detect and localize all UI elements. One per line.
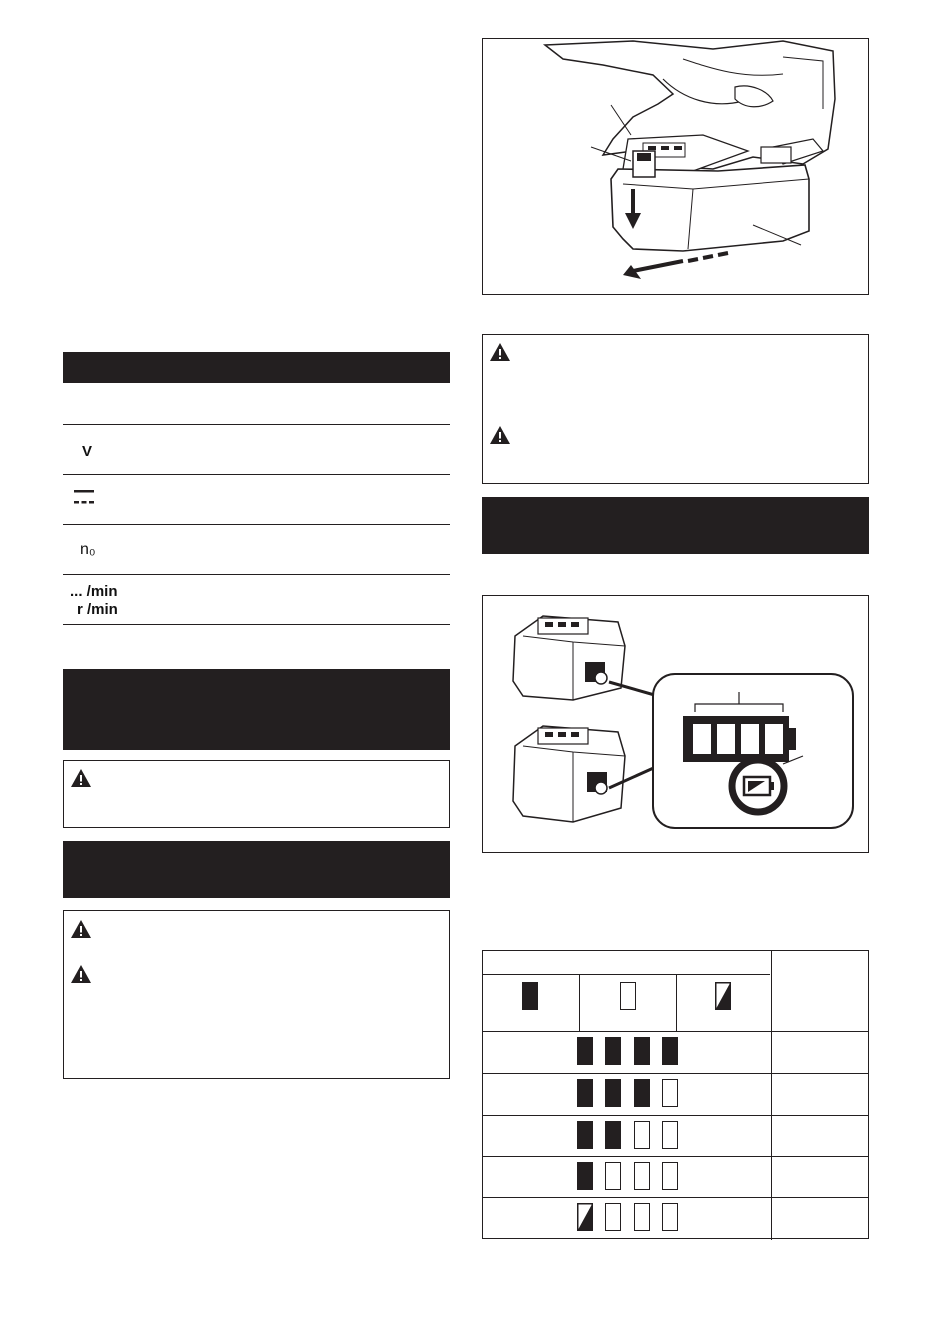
symbols-row-rule <box>63 474 450 475</box>
warning-icon <box>70 919 92 939</box>
volt-symbol: V <box>82 443 93 460</box>
warning-icon <box>70 964 92 984</box>
symbols-row-rule <box>63 424 450 425</box>
indicator-lamp-lit <box>577 1079 593 1107</box>
indicator-lamp-lit <box>662 1037 678 1065</box>
figure-battery-removal <box>482 38 869 295</box>
warning-box-3 <box>482 334 869 484</box>
legend-lamp-lit <box>522 982 538 1010</box>
warning-box-2 <box>63 910 450 1079</box>
symbols-row-rule <box>63 524 450 525</box>
indicator-lamp-off <box>634 1162 650 1190</box>
legend-lamp-off <box>620 982 636 1010</box>
indicator-lamp-lit <box>634 1079 650 1107</box>
warning-icon <box>489 342 511 362</box>
indicator-lamp-lit <box>605 1079 621 1107</box>
legend-lamp-blinking <box>715 982 731 1010</box>
per-minute-symbol-1: ... /min <box>70 583 118 600</box>
indicator-lamp-lit <box>634 1037 650 1065</box>
safety-header-bar <box>63 669 450 750</box>
section-header-bar-3 <box>482 497 869 554</box>
indicator-lamp-off <box>634 1203 650 1231</box>
figure-battery-indicator <box>482 595 869 853</box>
indicator-lamp-lit <box>577 1162 593 1190</box>
indicator-lamp-off <box>634 1121 650 1149</box>
indicator-lamp-off <box>605 1162 621 1190</box>
indicator-lamp-blinking <box>577 1203 593 1231</box>
per-minute-symbol-2: r /min <box>77 601 118 618</box>
indicator-lamp-off <box>662 1162 678 1190</box>
warning-icon <box>489 425 511 445</box>
indicator-lamp-lit <box>605 1037 621 1065</box>
symbols-header-bar <box>63 352 450 383</box>
symbols-row-rule <box>63 624 450 625</box>
indicator-lamp-lit <box>605 1121 621 1149</box>
indicator-lamp-off <box>662 1079 678 1107</box>
battery-indicator-illustration <box>483 596 867 851</box>
indicator-lamp-lit <box>577 1037 593 1065</box>
direct-current-symbol <box>72 488 96 508</box>
indicator-lamp-lit <box>577 1121 593 1149</box>
warning-box-1 <box>63 760 450 828</box>
indicator-lamp-off <box>662 1203 678 1231</box>
warning-icon <box>70 768 92 788</box>
battery-removal-illustration <box>483 39 867 293</box>
no-load-speed-symbol: n₀ <box>80 541 96 558</box>
symbols-row-rule <box>63 574 450 575</box>
indicator-lamp-off <box>605 1203 621 1231</box>
section-header-bar-2 <box>63 841 450 898</box>
indicator-lamp-off <box>662 1121 678 1149</box>
